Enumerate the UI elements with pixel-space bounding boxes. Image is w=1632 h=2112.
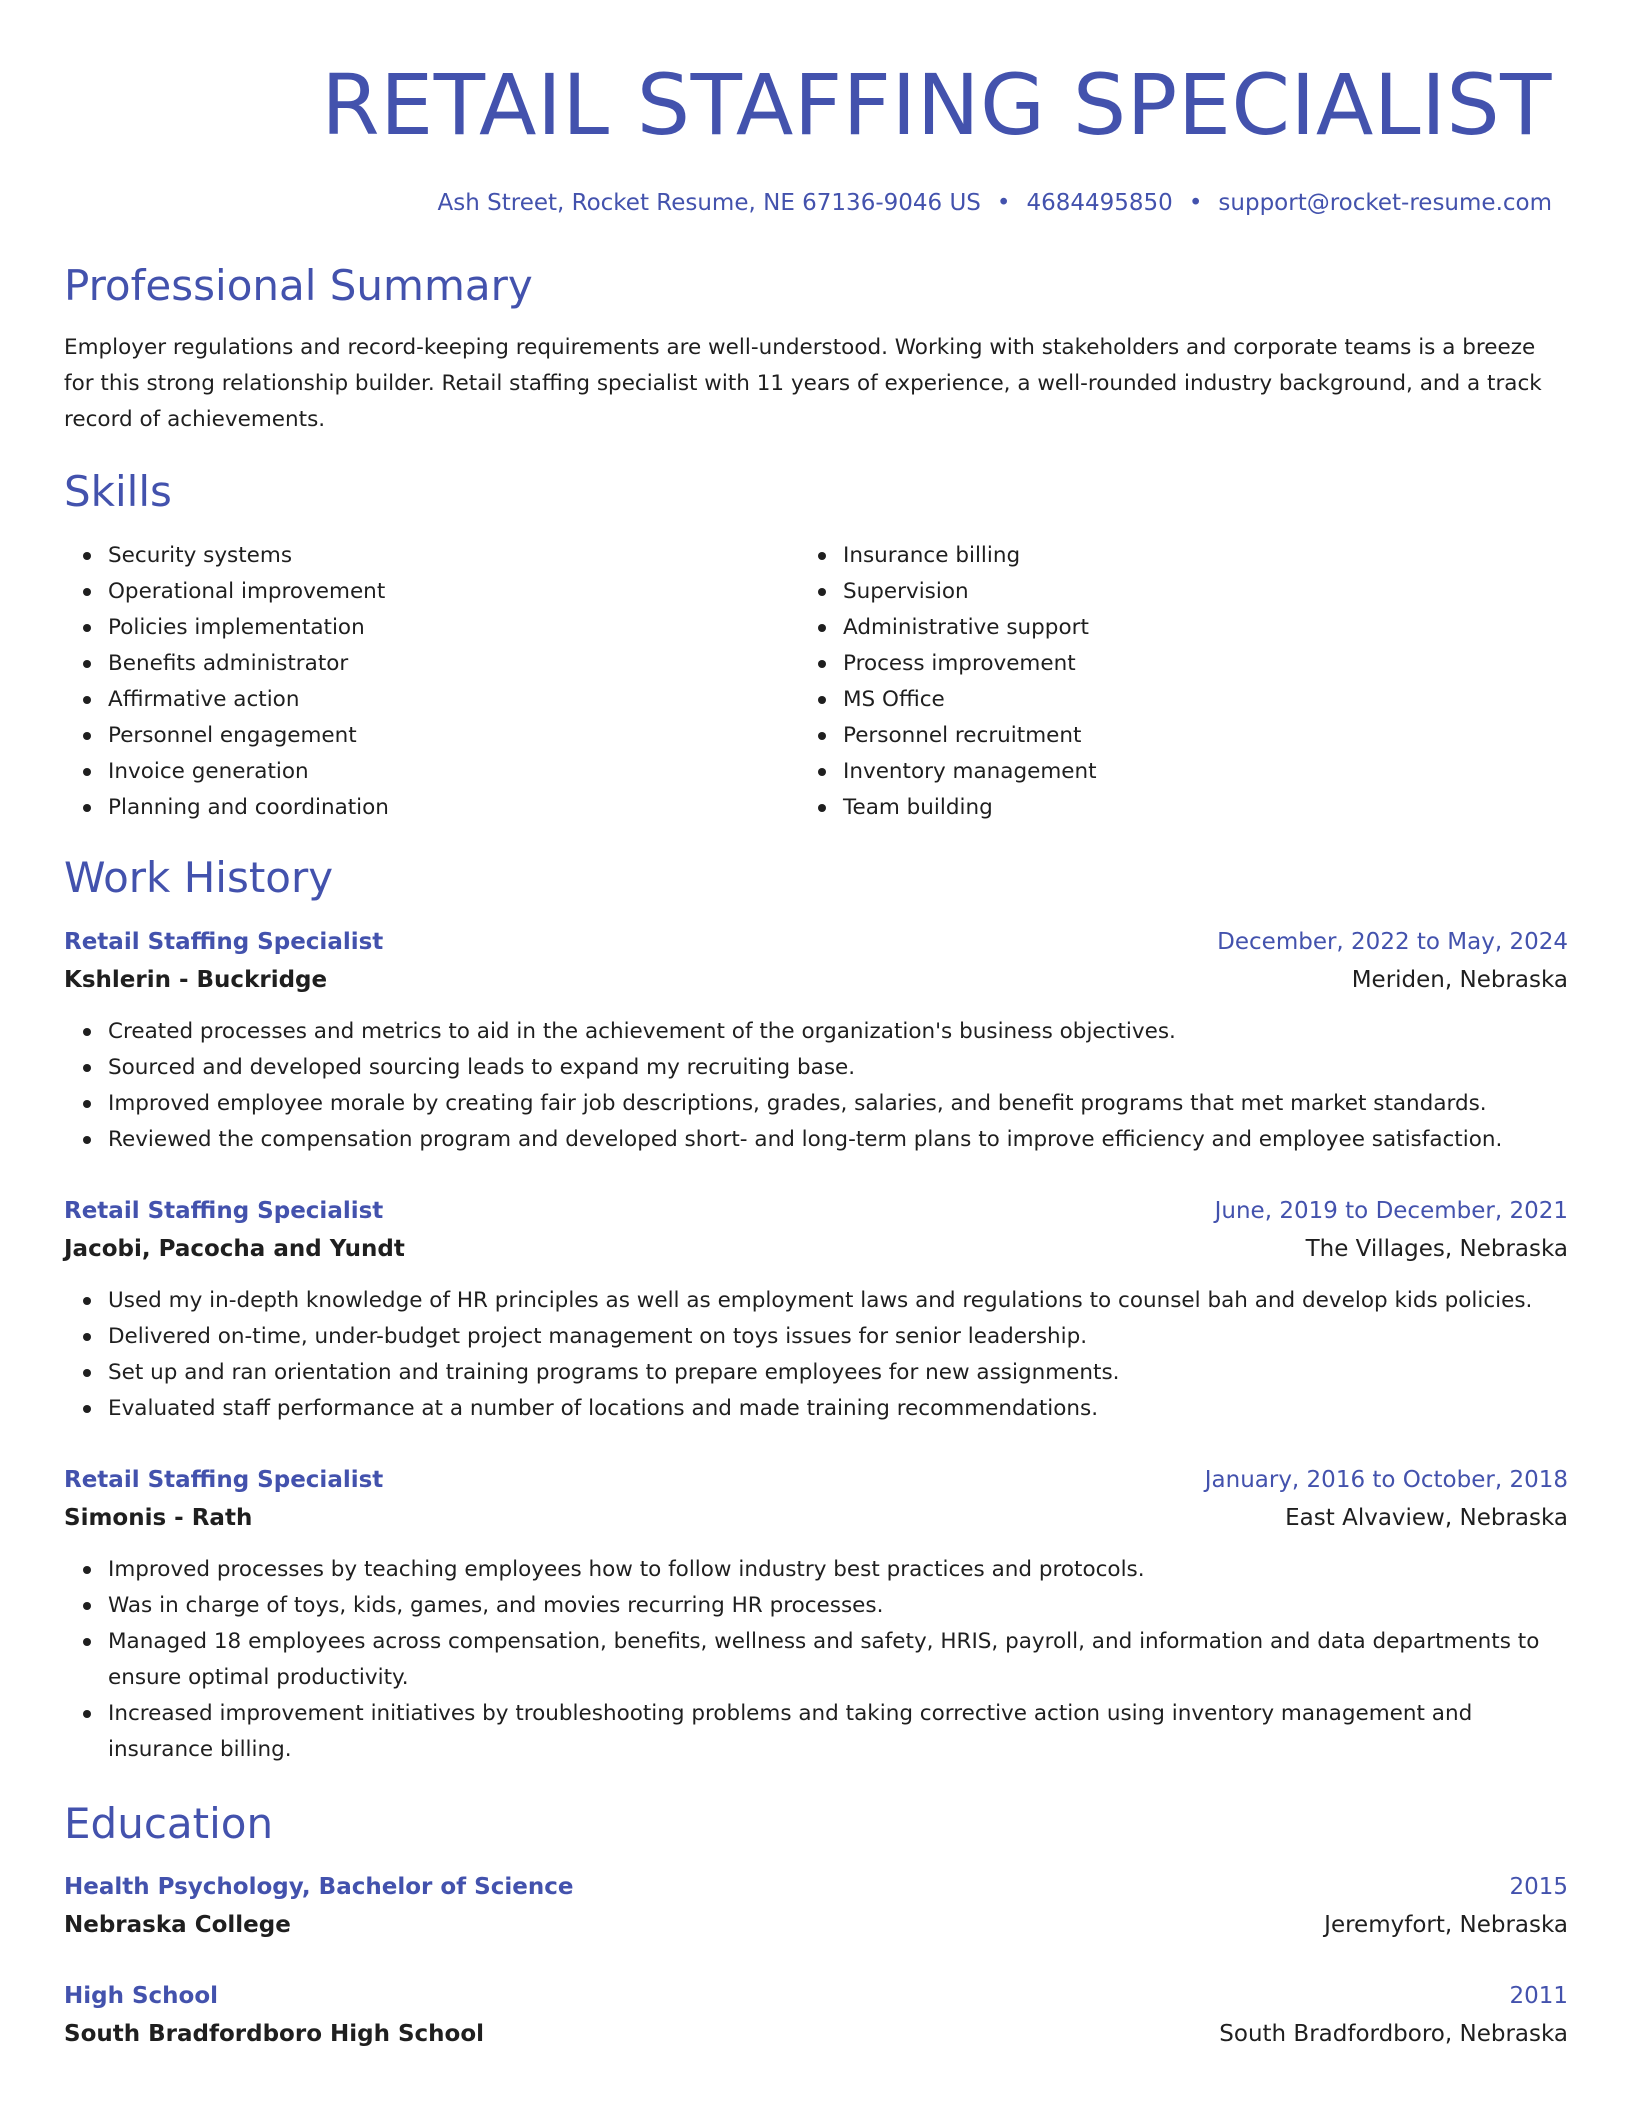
skill-item: Insurance billing: [843, 538, 1499, 574]
job-location: The Villages, Nebraska: [1305, 1236, 1568, 1262]
education-location: South Bradfordboro, Nebraska: [1219, 2021, 1568, 2047]
skill-item: Personnel recruitment: [843, 718, 1499, 754]
contact-phone: 4684495850: [1026, 190, 1173, 216]
education-school: South Bradfordboro High School: [64, 2021, 485, 2047]
education-heading: Education: [64, 1799, 274, 1848]
job-title: Retail Staffing Specialist: [64, 1198, 384, 1224]
job-bullet: Used my in-depth knowledge of HR principles as well as employment laws and regulations to counsel bah and develop kids policies.: [108, 1283, 1568, 1319]
contact-address: Ash Street, Rocket Resume, NE 67136-9046 US: [437, 190, 981, 216]
skill-item: Supervision: [843, 574, 1499, 610]
job-bullet: Set up and ran orientation and training programs to prepare employees for new assignments.: [108, 1355, 1568, 1391]
contact-separator: •: [1188, 190, 1203, 216]
summary-text: Employer regulations and record-keeping requirements are well-understood. Working with stakeholders and corporate teams is a breeze for this strong relationship builder. Retail staffing specialist with 11 years of experience, a well-rounded industry background, and a track record of achievements.: [64, 335, 1542, 432]
job-company: Simonis - Rath: [64, 1505, 253, 1531]
resume-title: RETAIL STAFFING SPECIALIST: [321, 56, 1552, 154]
skill-item: Inventory management: [843, 754, 1499, 790]
skill-item: Planning and coordination: [108, 790, 764, 826]
job-bullet: Was in charge of toys, kids, games, and movies recurring HR processes.: [108, 1588, 1568, 1624]
job-title: Retail Staffing Specialist: [64, 929, 384, 955]
contact-line: [64, 186, 1552, 220]
job-bullet: Managed 18 employees across compensation, benefits, wellness and safety, HRIS, payroll, and information and data departments to ensure optimal productivity.: [108, 1624, 1568, 1696]
job-bullets: [64, 1552, 1568, 1768]
contact-separator: •: [996, 190, 1011, 216]
job-bullet: Reviewed the compensation program and developed short- and long-term plans to improve efficiency and employee satisfaction.: [108, 1122, 1568, 1158]
job-entry: [64, 924, 1568, 1158]
education-degree: Health Psychology, Bachelor of Science: [64, 1874, 574, 1900]
job-location: East Alvaview, Nebraska: [1285, 1505, 1568, 1531]
skill-item: Affirmative action: [108, 682, 764, 718]
education-degree: High School: [64, 1983, 219, 2009]
job-dates: January, 2016 to October, 2018: [1204, 1467, 1568, 1493]
job-bullets: [64, 1283, 1568, 1427]
skill-item: Administrative support: [843, 610, 1499, 646]
skills-column-right: [799, 538, 1499, 826]
education-entry: [64, 1978, 1568, 2054]
job-bullets: [64, 1014, 1568, 1158]
skill-item: Process improvement: [843, 646, 1499, 682]
job-bullet: Delivered on-time, under-budget project management on toys issues for senior leadership.: [108, 1319, 1568, 1355]
education-year: 2011: [1509, 1983, 1568, 2009]
education-school: Nebraska College: [64, 1912, 291, 1938]
resume-header: [64, 50, 1552, 220]
skill-item: Invoice generation: [108, 754, 764, 790]
job-bullet: Evaluated staff performance at a number of locations and made training recommendations.: [108, 1391, 1568, 1427]
skill-item: Security systems: [108, 538, 764, 574]
job-bullet: Improved processes by teaching employees how to follow industry best practices and protocols.: [108, 1552, 1568, 1588]
job-company: Jacobi, Pacocha and Yundt: [64, 1236, 405, 1262]
education-location: Jeremyfort, Nebraska: [1324, 1912, 1568, 1938]
job-bullet: Increased improvement initiatives by troubleshooting problems and taking corrective action using inventory management and insurance billing.: [108, 1696, 1568, 1768]
skills-list: [64, 538, 764, 826]
skill-item: Benefits administrator: [108, 646, 764, 682]
skill-item: MS Office: [843, 682, 1499, 718]
skills-heading: Skills: [64, 467, 172, 516]
skills-column-left: [64, 538, 764, 826]
skill-item: Policies implementation: [108, 610, 764, 646]
job-company: Kshlerin - Buckridge: [64, 967, 328, 993]
education-year: 2015: [1509, 1874, 1568, 1900]
job-title: Retail Staffing Specialist: [64, 1467, 384, 1493]
job-location: Meriden, Nebraska: [1351, 967, 1568, 993]
job-dates: June, 2019 to December, 2021: [1214, 1198, 1568, 1224]
job-bullet: Sourced and developed sourcing leads to expand my recruiting base.: [108, 1050, 1568, 1086]
skills-list: [799, 538, 1499, 826]
job-dates: December, 2022 to May, 2024: [1217, 929, 1568, 955]
work-history-heading: Work History: [64, 853, 334, 902]
education-entry: [64, 1869, 1568, 1945]
contact-email: support@rocket-resume.com: [1218, 190, 1552, 216]
skill-item: Operational improvement: [108, 574, 764, 610]
skill-item: Team building: [843, 790, 1499, 826]
job-entry: [64, 1462, 1568, 1768]
job-bullet: Improved employee morale by creating fair job descriptions, grades, salaries, and benefit programs that met market standards.: [108, 1086, 1568, 1122]
summary-heading: Professional Summary: [64, 261, 533, 310]
skill-item: Personnel engagement: [108, 718, 764, 754]
job-entry: [64, 1193, 1568, 1427]
job-bullet: Created processes and metrics to aid in the achievement of the organization's business objectives.: [108, 1014, 1568, 1050]
